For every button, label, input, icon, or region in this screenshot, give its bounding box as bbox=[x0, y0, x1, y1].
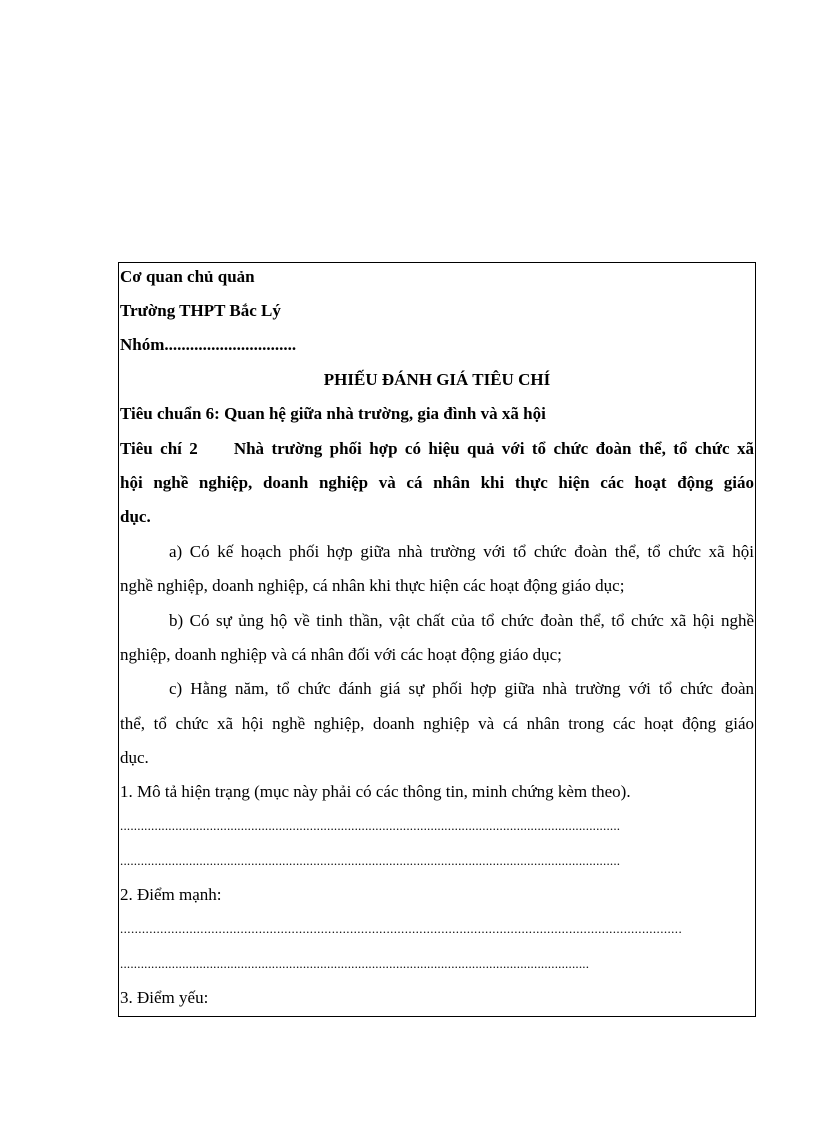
current-state-dots-2[interactable]: ................................................................................................................................................. bbox=[120, 853, 621, 868]
strengths-dots-2[interactable]: ........................................................................................................................................ bbox=[120, 956, 590, 971]
requirement-a-line-1: a) Có kế hoạch phối hợp giữa nhà trường với tổ chức đoàn thể, tổ chức xã hội bbox=[169, 542, 754, 561]
strengths-dots-1[interactable]: .......................................................................................................................................................... bbox=[120, 921, 683, 936]
weaknesses-heading: 3. Điểm yếu: bbox=[120, 988, 209, 1007]
requirement-b-line-1: b) Có sự ủng hộ về tinh thần, vật chất của tổ chức đoàn thể, tổ chức xã hội nghề bbox=[169, 611, 754, 630]
criterion-line-2: hội nghề nghiệp, doanh nghiệp và cá nhân khi thực hiện các hoạt động giáo bbox=[120, 473, 754, 492]
criterion-line-1 bbox=[120, 438, 754, 460]
standard-label: Tiêu chuẩn 6: bbox=[120, 404, 220, 423]
requirement-c-line-3: dục. bbox=[120, 748, 149, 767]
standard-text: Quan hệ giữa nhà trường, gia đình và xã hội bbox=[224, 404, 546, 423]
form-title: PHIẾU ĐÁNH GIÁ TIÊU CHÍ bbox=[323, 370, 551, 389]
agency-label: Cơ quan chủ quản bbox=[120, 267, 255, 286]
current-state-heading: 1. Mô tả hiện trạng (mục này phải có các thông tin, minh chứng kèm theo). bbox=[120, 782, 631, 801]
criterion-line-3: dục. bbox=[120, 507, 151, 526]
standard-line bbox=[120, 403, 546, 425]
group-field: Nhóm............................... bbox=[120, 335, 297, 354]
criterion-label: Tiêu chí 2 bbox=[120, 439, 198, 458]
requirement-c-line-1: c) Hằng năm, tổ chức đánh giá sự phối hợp giữa nhà trường với tổ chức đoàn bbox=[169, 679, 754, 698]
evaluation-form-frame bbox=[118, 262, 756, 1017]
strengths-heading: 2. Điểm mạnh: bbox=[120, 885, 222, 904]
requirement-b-line-2: nghiệp, doanh nghiệp và cá nhân đối với các hoạt động giáo dục; bbox=[120, 645, 562, 664]
criterion-text: Nhà trường phối hợp có hiệu quả với tổ chức đoàn thể, tổ chức xã bbox=[233, 439, 754, 458]
requirement-a-line-2: nghề nghiệp, doanh nghiệp, cá nhân khi thực hiện các hoạt động giáo dục; bbox=[120, 576, 625, 595]
requirement-c-line-2: thể, tổ chức xã hội nghề nghiệp, doanh nghiệp và cá nhân trong các hoạt động giáo bbox=[120, 714, 754, 733]
current-state-dots-1[interactable]: ................................................................................................................................................. bbox=[120, 818, 621, 833]
school-name: Trường THPT Bắc Lý bbox=[120, 301, 281, 320]
